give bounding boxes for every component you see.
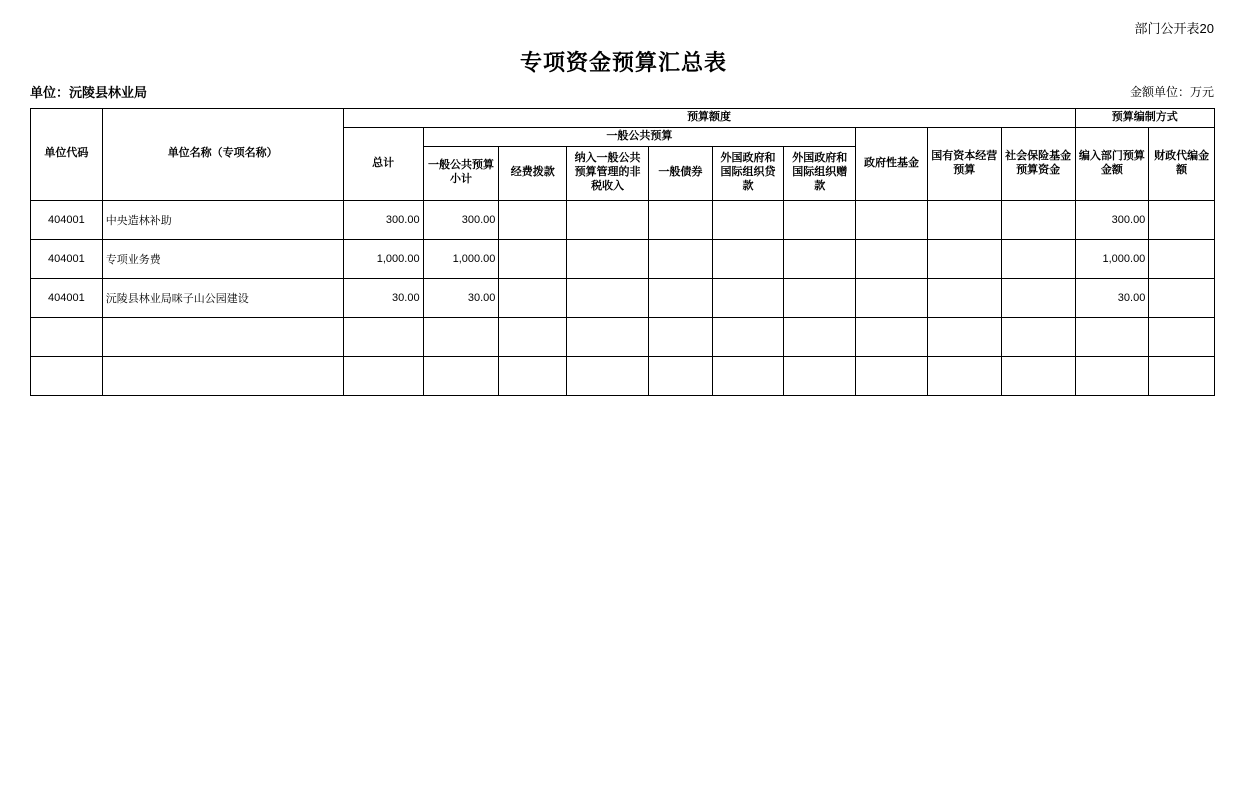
header-general-public-budget: 一般公共预算 [423,127,856,146]
cell-fund-allocation [499,356,567,395]
cell-general-public-subtotal: 300.00 [423,200,499,239]
cell-into-dept-budget: 1,000.00 [1075,239,1149,278]
cell-state-capital [927,356,1001,395]
cell-finance-agent [1149,239,1215,278]
cell-foreign-gov-grant [784,200,856,239]
cell-gov-fund [856,200,928,239]
header-social-insurance: 社会保险基金预算资金 [1001,127,1075,200]
header-gov-fund: 政府性基金 [856,127,928,200]
header-unit-code: 单位代码 [31,109,103,201]
table-row [31,356,1215,395]
cell-state-capital [927,317,1001,356]
cell-foreign-gov-grant [784,317,856,356]
cell-unit-code [31,356,103,395]
cell-into-dept-budget [1075,317,1149,356]
cell-finance-agent [1149,317,1215,356]
cell-fund-allocation [499,239,567,278]
cell-unit-name: 专项业务费 [102,239,343,278]
cell-general-public-subtotal [423,356,499,395]
cell-gov-fund [856,278,928,317]
header-total: 总计 [343,127,423,200]
cell-social-insurance [1001,317,1075,356]
cell-unit-code: 404001 [31,278,103,317]
cell-fund-allocation [499,278,567,317]
table-body [31,200,1215,395]
amount-unit-label: 金额单位：万元 [1129,85,1214,99]
cell-total: 30.00 [343,278,423,317]
cell-unit-code: 404001 [31,200,103,239]
cell-foreign-gov-grant [784,278,856,317]
cell-general-public-subtotal [423,317,499,356]
form-code: 部门公开表20 [1134,21,1214,36]
cell-non-tax-income [567,239,649,278]
cell-unit-name [102,317,343,356]
cell-gov-fund [856,239,928,278]
header-general-public-subtotal: 一般公共预算小计 [423,146,499,200]
cell-non-tax-income [567,278,649,317]
cell-general-bond [649,356,713,395]
page-title: 专项资金预算汇总表 [519,50,727,75]
cell-into-dept-budget: 300.00 [1075,200,1149,239]
header-unit-name: 单位名称（专项名称） [102,109,343,201]
cell-foreign-gov-loan [712,239,784,278]
cell-gov-fund [856,356,928,395]
cell-foreign-gov-grant [784,356,856,395]
cell-foreign-gov-loan [712,317,784,356]
cell-non-tax-income [567,200,649,239]
cell-non-tax-income [567,317,649,356]
header-foreign-gov-grant: 外国政府和国际组织赠款 [784,146,856,200]
cell-unit-name: 沅陵县林业局咪子山公园建设 [102,278,343,317]
budget-table [30,108,1215,396]
cell-finance-agent [1149,356,1215,395]
cell-state-capital [927,239,1001,278]
cell-finance-agent [1149,278,1215,317]
cell-unit-code: 404001 [31,239,103,278]
cell-social-insurance [1001,200,1075,239]
cell-general-bond [649,200,713,239]
cell-state-capital [927,278,1001,317]
cell-social-insurance [1001,278,1075,317]
cell-foreign-gov-loan [712,356,784,395]
table-row [31,200,1215,239]
cell-state-capital [927,200,1001,239]
cell-into-dept-budget [1075,356,1149,395]
cell-total: 1,000.00 [343,239,423,278]
table-row [31,317,1215,356]
cell-unit-code [31,317,103,356]
table-row [31,239,1215,278]
header-fund-allocation: 经费拨款 [499,146,567,200]
header-general-bond: 一般债券 [649,146,713,200]
cell-foreign-gov-loan [712,200,784,239]
cell-total [343,356,423,395]
unit-label: 单位：沅陵县林业局 [30,85,148,100]
cell-general-public-subtotal: 30.00 [423,278,499,317]
cell-fund-allocation [499,317,567,356]
cell-non-tax-income [567,356,649,395]
cell-gov-fund [856,317,928,356]
cell-foreign-gov-loan [712,278,784,317]
cell-unit-name: 中央造林补助 [102,200,343,239]
header-budget-quota: 预算额度 [343,109,1075,128]
cell-general-public-subtotal: 1,000.00 [423,239,499,278]
header-into-dept-budget: 编入部门预算金额 [1075,127,1149,200]
header-state-capital: 国有资本经营预算 [927,127,1001,200]
cell-into-dept-budget: 30.00 [1075,278,1149,317]
cell-general-bond [649,239,713,278]
table-row [31,278,1215,317]
header-non-tax-income: 纳入一般公共预算管理的非税收入 [567,146,649,200]
cell-social-insurance [1001,356,1075,395]
cell-unit-name [102,356,343,395]
header-foreign-gov-loan: 外国政府和国际组织贷款 [712,146,784,200]
cell-foreign-gov-grant [784,239,856,278]
header-budget-method: 预算编制方式 [1075,109,1214,128]
cell-social-insurance [1001,239,1075,278]
cell-finance-agent [1149,200,1215,239]
header-finance-agent: 财政代编金额 [1149,127,1215,200]
cell-fund-allocation [499,200,567,239]
cell-general-bond [649,317,713,356]
table-header-row-1 [31,109,1215,128]
cell-total [343,317,423,356]
cell-total: 300.00 [343,200,423,239]
cell-general-bond [649,278,713,317]
